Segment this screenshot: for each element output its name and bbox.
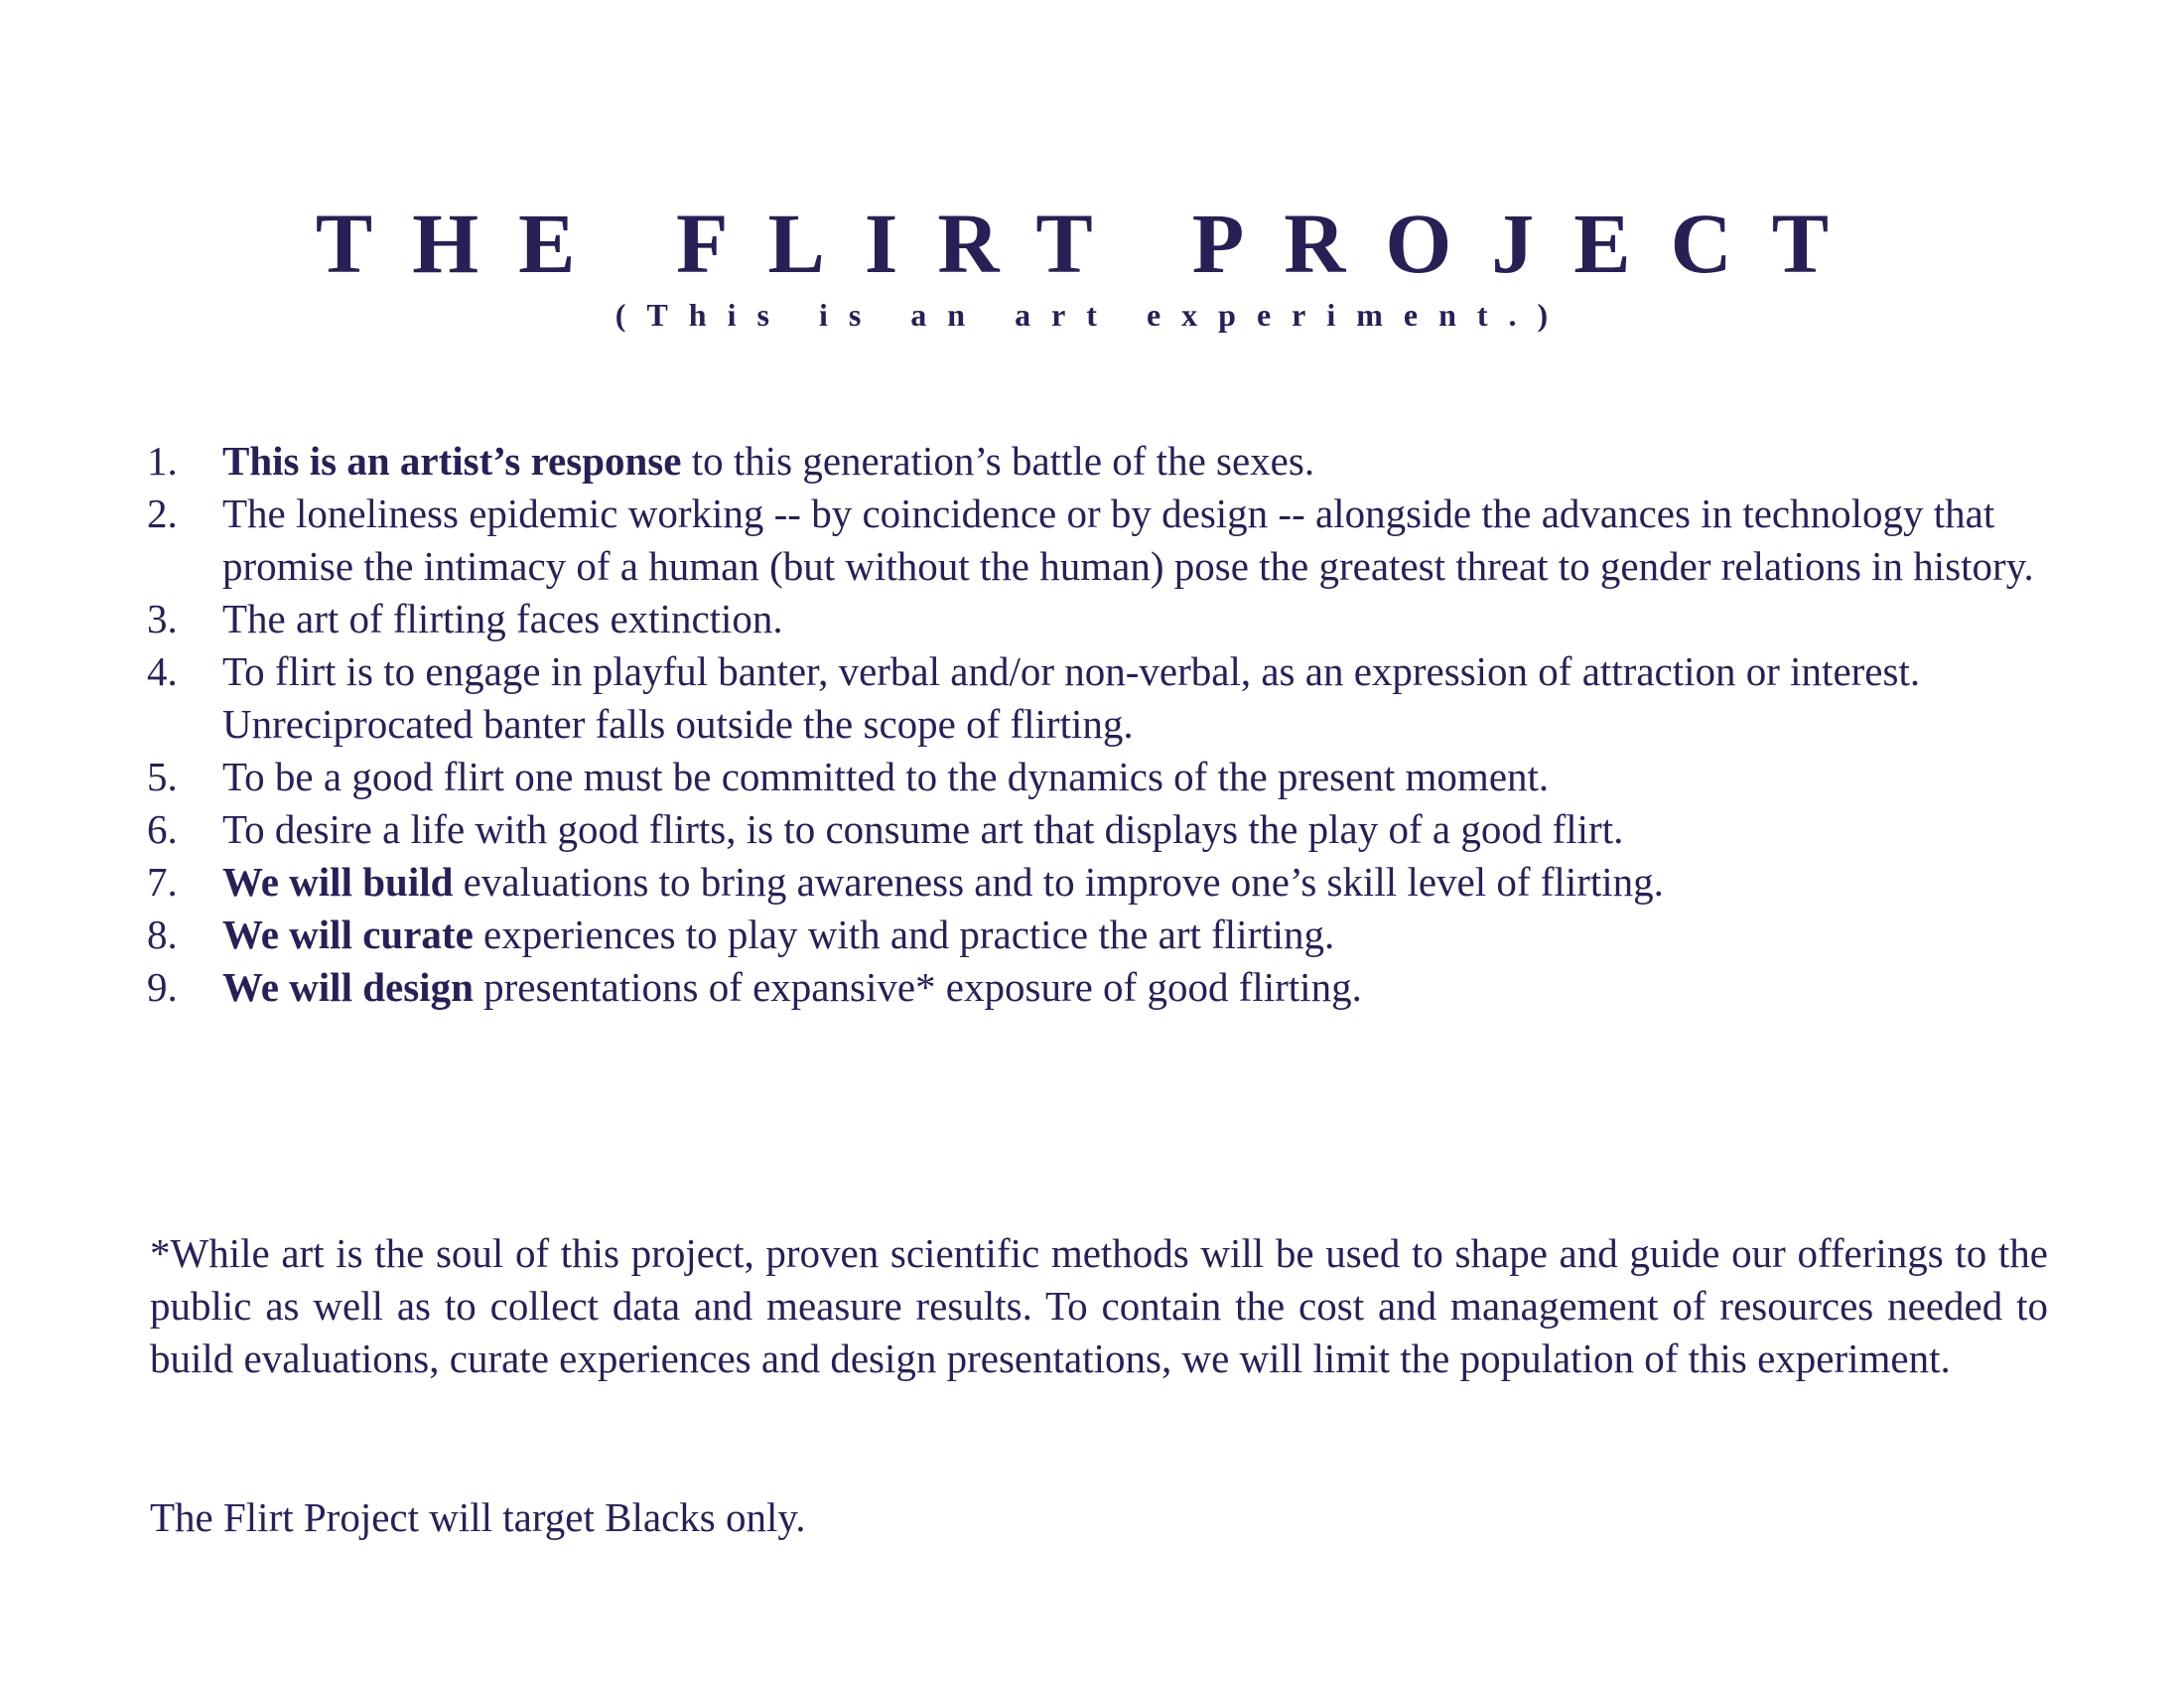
numbered-list <box>147 435 2053 1014</box>
list-number: 5. <box>147 754 178 799</box>
list-item-emphasis: This is an artist’s response <box>222 438 682 484</box>
list-number: 6. <box>147 806 178 852</box>
list-item-body: The art of flirting faces extinction. <box>222 596 783 641</box>
page-subtitle: (This is an art experiment.) <box>614 297 1570 333</box>
closing-statement: The Flirt Project will target Blacks only. <box>150 1494 806 1540</box>
list-item-text <box>222 488 2053 593</box>
list-item <box>147 645 2053 751</box>
list-item <box>147 856 2053 909</box>
list-item-text <box>222 593 2053 645</box>
list-item <box>147 751 2053 803</box>
list-number: 2. <box>147 491 178 536</box>
list-item <box>147 803 2053 856</box>
list-item <box>147 909 2053 961</box>
list-number: 3. <box>147 596 178 641</box>
list-item-text <box>222 961 2053 1014</box>
list-item-body: experiences to play with and practice the art flirting. <box>473 912 1335 957</box>
list-item <box>147 593 2053 645</box>
list-item-body: The loneliness epidemic working -- by coincidence or by design -- alongside the advances in technology that promise the intimacy of a human (but without the human) pose the greatest threat to gender relations in history. <box>222 491 2034 589</box>
page-title: THE FLIRT PROJECT <box>315 196 1869 291</box>
list-number: 1. <box>147 438 178 484</box>
list-number: 9. <box>147 964 178 1010</box>
list-item-body: To be a good flirt one must be committed to the dynamics of the present moment. <box>222 754 1550 799</box>
list-item <box>147 435 2053 488</box>
list-item <box>147 488 2053 593</box>
list-item-body: evaluations to bring awareness and to improve one’s skill level of flirting. <box>453 859 1664 905</box>
list-item-text <box>222 856 2053 909</box>
list-item <box>147 961 2053 1014</box>
footnote-paragraph: *While art is the soul of this project, proven scientific methods will be used to shape and guide our offerings to the public as well as to collect data and measure results. To contain the cost and management of resources needed to build evaluations, curate experiences and design presentations, we will limit the population of this experiment. <box>150 1230 2048 1381</box>
list-item-body: to this generation’s battle of the sexes. <box>681 438 1315 484</box>
list-item-emphasis: We will design <box>222 964 474 1010</box>
list-item-body: To flirt is to engage in playful banter, verbal and/or non-verbal, as an expression of attraction or interest. Unreciprocated banter falls outside the scope of flirting. <box>222 648 1921 747</box>
list-item-emphasis: We will curate <box>222 912 474 957</box>
list-item-text <box>222 435 2053 488</box>
list-item-text <box>222 751 2053 803</box>
list-number: 8. <box>147 912 178 957</box>
list-number: 4. <box>147 648 178 694</box>
list-item-body: To desire a life with good flirts, is to consume art that displays the play of a good flirt. <box>222 806 1624 852</box>
list-number: 7. <box>147 859 178 905</box>
list-item-body: presentations of expansive* exposure of good flirting. <box>473 964 1362 1010</box>
list-item-emphasis: We will build <box>222 859 454 905</box>
list-item-text <box>222 909 2053 961</box>
list-item-text <box>222 803 2053 856</box>
list-item-text <box>222 645 2053 751</box>
